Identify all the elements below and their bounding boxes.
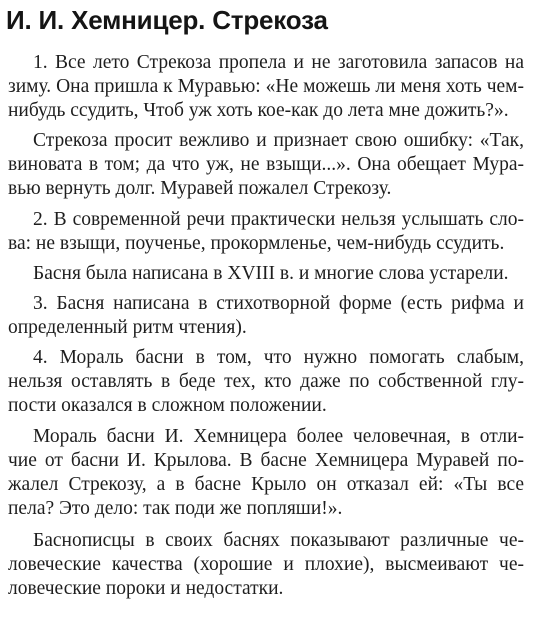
text-line: 2. В современной речи практически нельзя услышать сло- [33,209,524,230]
text-line: вью вернуть долг. Муравей пожалел Стрекозу. [8,178,392,199]
text-line: зиму. Она пришла к Муравью: «Не можешь ли меня хоть чем- [8,76,524,97]
text-line: ловеческие пороки и недостатки. [8,578,284,599]
text-line: ва: не взыщи, поученье, прокормленье, чем-нибудь ссудить. [8,233,505,254]
text-line: пости оказался в сложном положении. [8,395,327,416]
text-line: нибудь ссудить, Чтоб уж хоть кое-как до лета мне дожить?». [8,100,509,121]
text-line: виновата в том; да что уж, не взыщи...». Она обещает Мура- [8,154,524,175]
text-line: Баснописцы в своих баснях показывают различные че- [33,530,524,551]
text-line: чие от басни И. Крылова. В басне Хемницера Муравей по- [8,450,524,471]
text-line: ловеческие качества (хорошие и плохие), высмеивают че- [8,554,524,575]
text-line: пела? Это дело: так поди же попляши!». [8,498,343,519]
text-line: определенный ритм чтения). [8,317,247,338]
text-line: Мораль басни И. Хемницера более человечная, в отли- [33,426,524,447]
text-line: 3. Басня написана в стихотворной форме (есть рифма и [33,293,524,314]
document-title: И. И. Хемницер. Стрекоза [6,5,328,35]
text-line: 1. Все лето Стрекоза пропела и не заготовила запасов на [33,52,524,73]
text-line: нельзя оставлять в беде тех, кто даже по собственной глу- [8,371,524,392]
text-line: жалел Стрекозу, а в басне Крыло он отказал ей: «Ты все [8,474,524,495]
text-line: Стрекоза просит вежливо и признает свою ошибку: «Так, [33,130,524,151]
text-line: Басня была написана в XVIII в. и многие слова устарели. [33,263,509,284]
text-line: 4. Мораль басни в том, что нужно помогать слабым, [33,347,524,368]
